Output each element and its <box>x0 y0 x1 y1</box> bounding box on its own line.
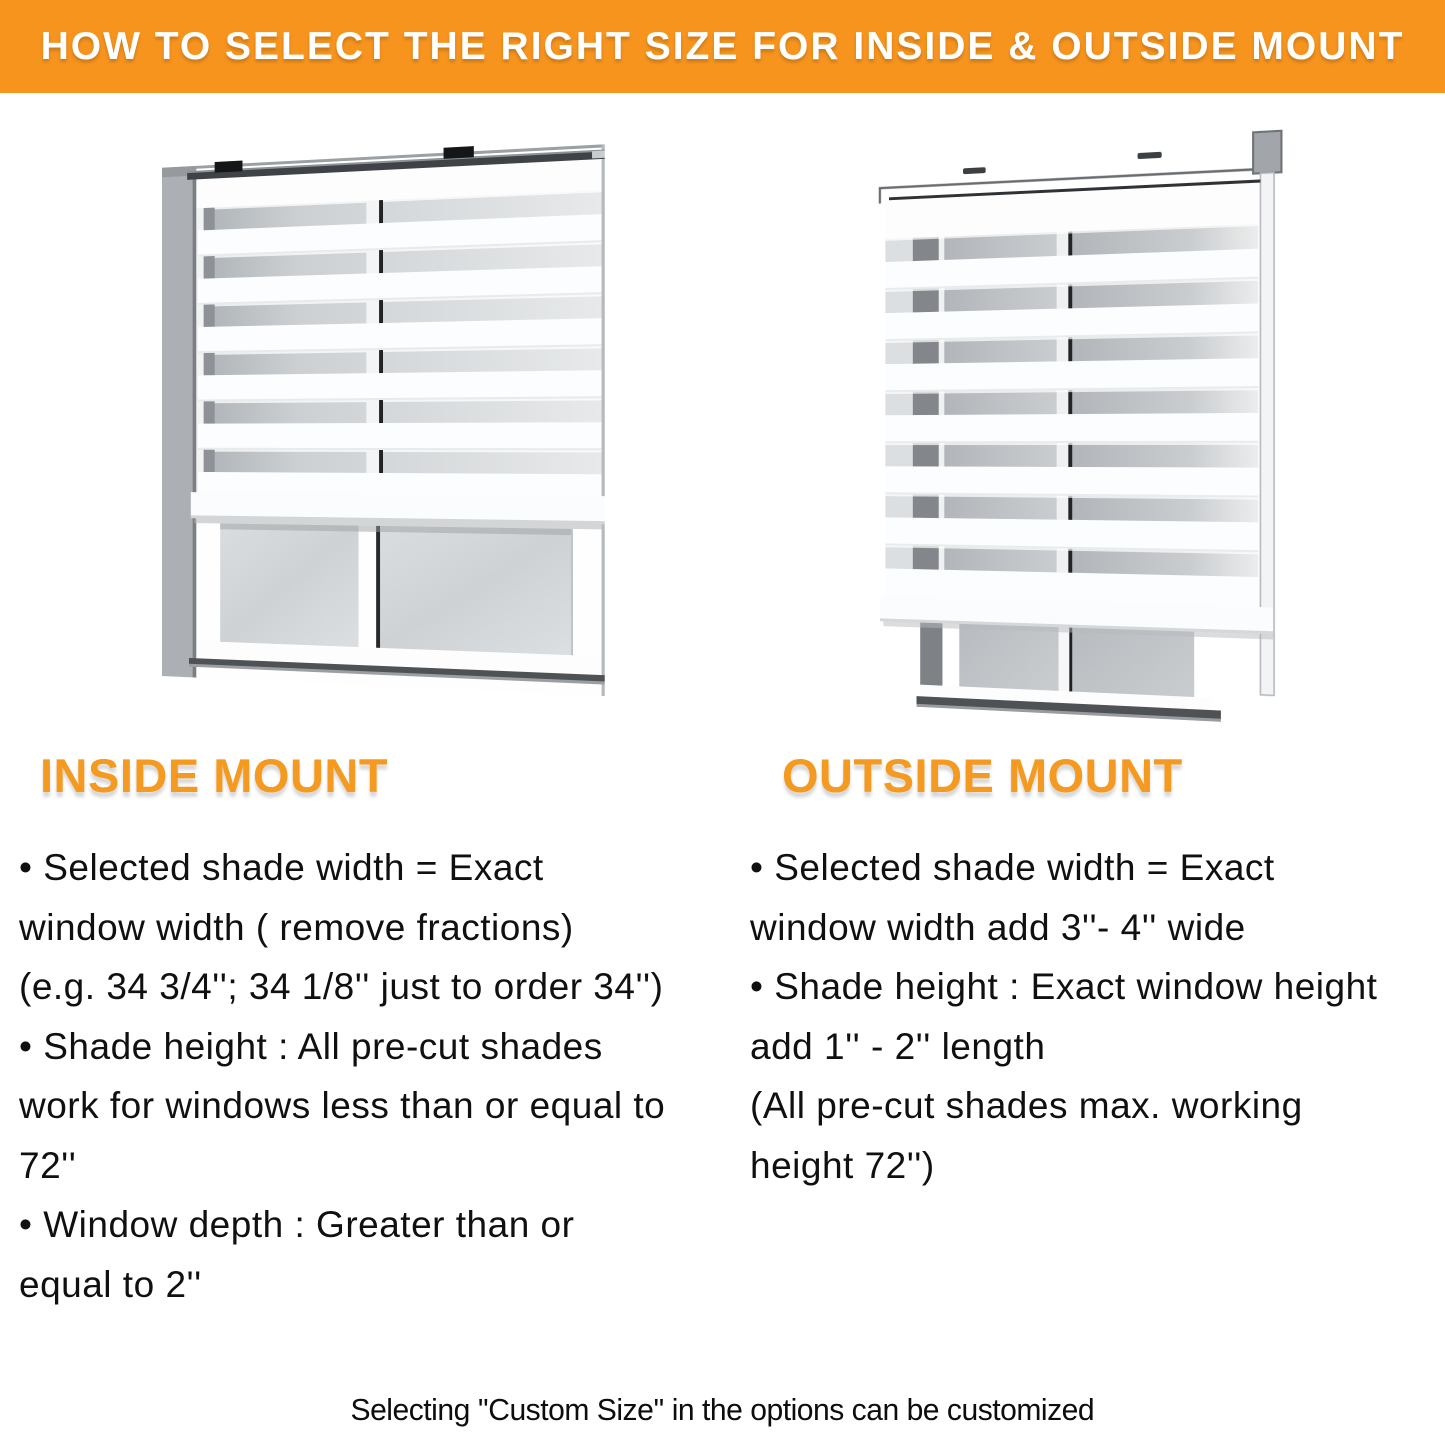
banner-title: HOW TO SELECT THE RIGHT SIZE FOR INSIDE & OUTSIDE MOUNT <box>40 24 1405 68</box>
bullet-line: window width ( remove fractions) <box>19 906 574 948</box>
bullet-line: height 72'') <box>750 1144 935 1186</box>
bullet-line: (All pre-cut shades max. working <box>750 1085 1303 1126</box>
inside-mount-section <box>19 750 735 1314</box>
bullet-line: window width add 3''- 4'' wide <box>750 906 1246 948</box>
bullet-line: (e.g. 34 3/4''; 34 1/8'' just to order 34'') <box>19 966 664 1007</box>
bullet-line: • Shade height : Exact window height <box>750 966 1378 1007</box>
outside-mount-window-drawing <box>871 114 1313 781</box>
bullet-line: equal to 2'' <box>19 1263 202 1305</box>
outside-mount-heading: OUTSIDE MOUNT <box>782 749 1183 802</box>
bullet-line: add 1'' - 2'' length <box>750 1025 1046 1067</box>
custom-size-note <box>0 1392 1445 1428</box>
bullet-line: • Selected shade width = Exact <box>750 847 1275 888</box>
outside-mount-perspective-wrap <box>871 114 1313 781</box>
bullet-line: • Selected shade width = Exact <box>19 847 544 888</box>
shade-bottom-rail <box>191 492 605 529</box>
outside-mount-illustration <box>858 128 1308 768</box>
inside-mount-perspective-wrap <box>162 129 624 756</box>
bullet-line: • Window depth : Greater than or <box>19 1204 575 1245</box>
bullet-line: 72'' <box>19 1144 77 1186</box>
bullet-line: • Shade height : All pre-cut shades <box>19 1025 603 1067</box>
outside-mount-text <box>750 838 1445 1195</box>
inside-mount-text <box>19 838 735 1314</box>
zebra-shade-fabric <box>191 159 605 530</box>
inside-mount-heading: INSIDE MOUNT <box>40 749 389 802</box>
header-banner <box>0 0 1445 93</box>
bullet-line: work for windows less than or equal to <box>19 1085 666 1126</box>
inside-mount-window-drawing <box>162 129 624 756</box>
window-lower-panes <box>189 523 605 696</box>
inside-mount-illustration <box>148 142 618 742</box>
outside-mount-section <box>750 750 1445 1195</box>
custom-size-note-text: Selecting ''Custom Size'' in the options can be customized <box>350 1392 1095 1427</box>
zebra-shade-fabric <box>880 179 1273 640</box>
